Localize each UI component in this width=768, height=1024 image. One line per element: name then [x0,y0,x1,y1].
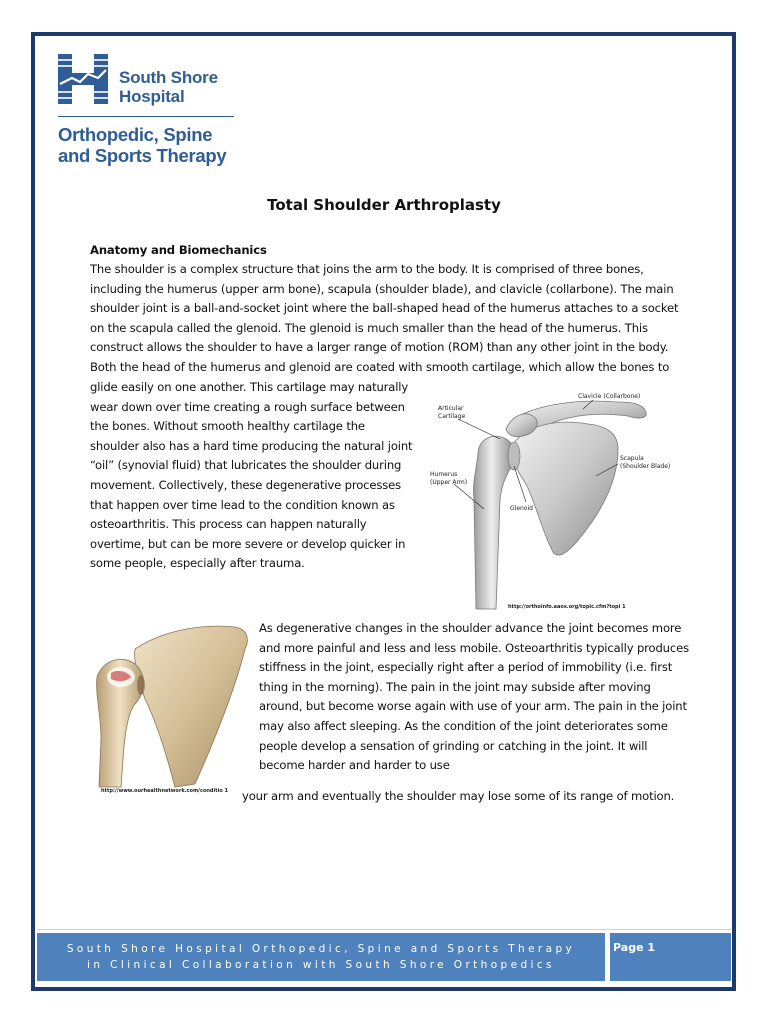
label-humerus-2: (Upper Arm) [430,479,468,486]
label-cartilage-1: Articular [438,405,464,412]
label-clavicle: Clavicle (Collarbone) [578,393,641,400]
logo-hospital-name [119,68,218,106]
hospital-h-logo-icon [58,54,108,104]
page-number: Page 1 [610,933,731,981]
label-cartilage-2: Cartilage [438,413,466,420]
logo-name-line2: Hospital [119,87,185,106]
footer-line1: South Shore Hospital Orthopedic, Spine and Sports Therapy [66,943,576,955]
section-heading: Anatomy and Biomechanics [90,243,267,257]
hospital-logo [58,54,248,169]
document-title: Total Shoulder Arthroplasty [267,196,501,214]
logo-department [58,124,226,166]
footer-divider [37,929,731,930]
arthritic-shoulder-image [95,619,250,789]
figure1-source: http://orthoinfo.aaos.org/topic.cfm?topi 1 [508,604,626,610]
paragraph-cartilage: glide easily on one another. This cartilage may naturally wear down over time creating a rough surface between the bones. Without smooth healthy cartilage the shoulder also has a hard time producing the natural joint “oil” (synovial fluid) that lubricates the shoulder during movement. Collectively, these degenerative processes that happen over time lead to the condition known as osteoarthritis. This process can happen naturally overtime, but can be more severe or develop quicker in some people, especially after trauma. [90,380,413,571]
paragraph-anatomy: The shoulder is a complex structure that joins the arm to the body. It is comprised of three bones, including the humerus (upper arm bone), scapula (shoulder blade), and clavicle (collarbone). The main shoulder joint is a ball-and-socket joint where the ball-shaped head of the humerus attaches to a socket on the scapula called the glenoid. The glenoid is much smaller than the head of the humerus. This construct allows the shoulder to have a larger range of motion (ROM) than any other joint in the body. Both the head of the humerus and glenoid are coated with smooth cartilage, which allow the bones to [90,262,679,374]
footer-banner [37,933,605,981]
logo-sub-line1: Orthopedic, Spine [58,124,213,145]
logo-divider [58,116,234,117]
shoulder-anatomy-illustration [418,384,686,616]
label-humerus-1: Humerus [430,471,458,478]
paragraph-range-of-motion: your arm and eventually the shoulder may lose some of its range of motion. [242,789,675,803]
label-scapula-1: Scapula [620,455,644,462]
logo-name-line1: South Shore [119,68,218,87]
footer-line2: in Clinical Collaboration with South Shore Orthopedics [87,959,555,971]
label-glenoid: Glenoid [510,505,533,512]
label-scapula-2: (Shoulder Blade) [620,463,671,470]
figure2-source: http://www.ourhealthnetwork.com/conditio 1 [101,788,228,794]
logo-sub-line2: and Sports Therapy [58,145,227,166]
paragraph-degenerative: As degenerative changes in the shoulder advance the joint becomes more and more painful and less and less mobile. Osteoarthritis typically produces stiffness in the joint, especially right after a period of immobility (i.e. first thing in the morning). The pain in the joint may subside after moving around, but become worse again with use of your arm. The pain in the joint may also affect sleeping. As the condition of the joint deteriorates some people develop a sensation of grinding or catching in the joint. It will become harder and harder to use [259,621,689,773]
